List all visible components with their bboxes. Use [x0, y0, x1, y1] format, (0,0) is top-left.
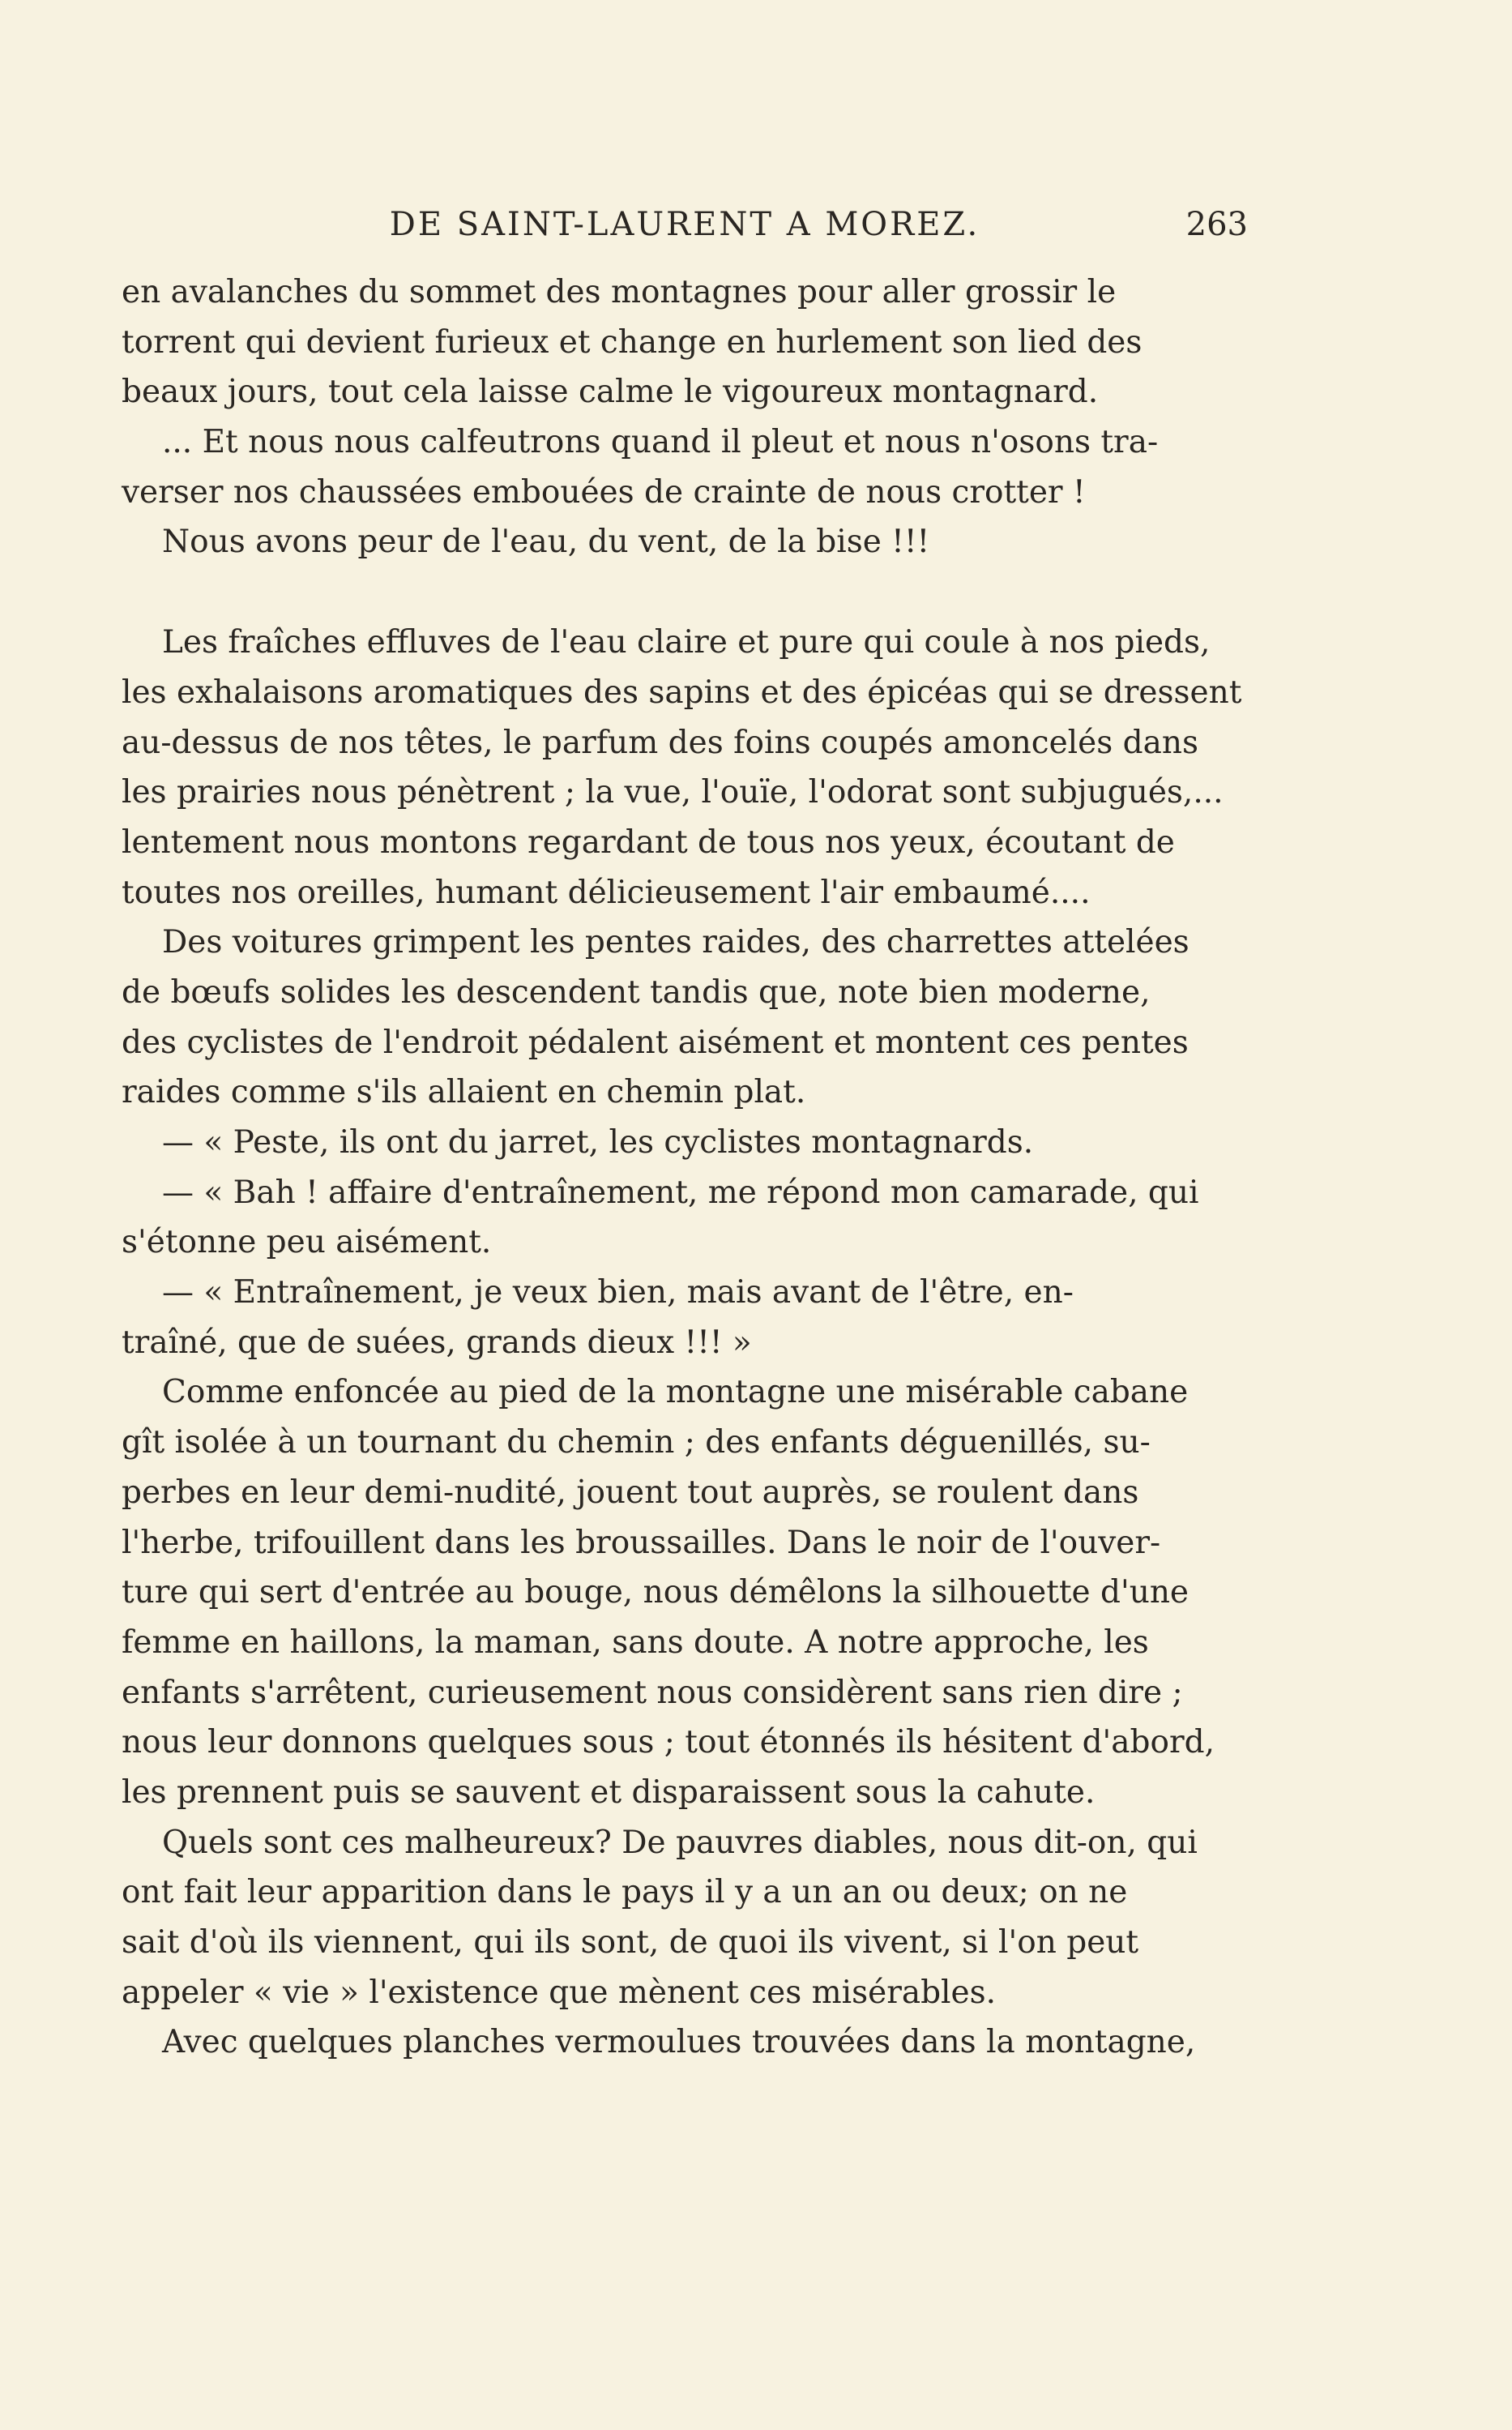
- text-line: femme en haillons, la maman, sans doute. A notre approche, les: [122, 1624, 1149, 1661]
- text-line: toutes nos oreilles, humant délicieusement l'air embaumé....: [122, 874, 1091, 911]
- text-line: Comme enfoncée au pied de la montagne une misérable cabane: [162, 1374, 1189, 1411]
- text-line: beaux jours, tout cela laisse calme le vigoureux montagnard.: [122, 374, 1099, 411]
- text-line: Des voitures grimpent les pentes raides, des charrettes attelées: [162, 924, 1190, 961]
- text-line: les prairies nous pénètrent ; la vue, l'ouïe, l'odorat sont subjugués,...: [122, 774, 1224, 811]
- text-line: ont fait leur apparition dans le pays il y a un an ou deux; on ne: [122, 1874, 1128, 1911]
- text-line: Les fraîches effluves de l'eau claire et pure qui coule à nos pieds,: [162, 624, 1211, 661]
- text-line: en avalanches du sommet des montagnes pour aller grossir le: [122, 274, 1117, 310]
- text-line: gît isolée à un tournant du chemin ; des enfants déguenillés, su-: [122, 1424, 1151, 1461]
- text-line: des cyclistes de l'endroit pédalent aisément et montent ces pentes: [122, 1024, 1189, 1061]
- text-line: perbes en leur demi-nudité, jouent tout auprès, se roulent dans: [122, 1474, 1139, 1511]
- text-line: — « Bah ! affaire d'entraînement, me répond mon camarade, qui: [162, 1174, 1199, 1211]
- text-line: — « Entraînement, je veux bien, mais avant de l'être, en-: [162, 1274, 1074, 1311]
- text-line: de bœufs solides les descendent tandis que, note bien moderne,: [122, 973, 1151, 1011]
- text-line: appeler « vie » l'existence que mènent ces misérables.: [122, 1974, 997, 2011]
- running-title: DE SAINT-LAURENT A MOREZ.: [389, 206, 980, 243]
- text-line: au-dessus de nos têtes, le parfum des foins coupés amoncelés dans: [122, 724, 1198, 761]
- paragraph-gap: [122, 567, 1248, 618]
- text-line: raides comme s'ils allaient en chemin plat.: [122, 1074, 806, 1111]
- text-line: nous leur donnons quelques sous ; tout étonnés ils hésitent d'abord,: [122, 1724, 1215, 1761]
- body-text: [122, 267, 1248, 2068]
- text-line: les exhalaisons aromatiques des sapins et des épicéas qui se dressent: [122, 674, 1242, 711]
- text-line: Nous avons peur de l'eau, du vent, de la bise !!!: [162, 524, 930, 561]
- text-line: sait d'où ils viennent, qui ils sont, de quoi ils vivent, si l'on peut: [122, 1924, 1139, 1961]
- text-line: traîné, que de suées, grands dieux !!! »: [122, 1324, 752, 1361]
- text-line: lentement nous montons regardant de tous nos yeux, écoutant de: [122, 824, 1175, 861]
- text-line: ture qui sert d'entrée au bouge, nous démêlons la silhouette d'une: [122, 1574, 1190, 1611]
- text-line: torrent qui devient furieux et change en hurlement son lied des: [122, 323, 1143, 361]
- page-number: 263: [1185, 206, 1248, 243]
- text-line: Avec quelques planches vermoulues trouvées dans la montagne,: [162, 2024, 1196, 2061]
- text-line: enfants s'arrêtent, curieusement nous considèrent sans rien dire ;: [122, 1674, 1183, 1711]
- text-line: Quels sont ces malheureux? De pauvres diables, nous dit-on, qui: [162, 1824, 1198, 1861]
- text-line: l'herbe, trifouillent dans les broussailles. Dans le noir de l'ouver-: [122, 1524, 1161, 1561]
- text-line: — « Peste, ils ont du jarret, les cyclistes montagnards.: [162, 1124, 1034, 1161]
- text-line: verser nos chaussées embouées de crainte de nous crotter !: [122, 473, 1086, 511]
- page-header: [122, 203, 1248, 251]
- text-line: s'étonne peu aisément.: [122, 1224, 492, 1261]
- text-line: les prennent puis se sauvent et disparaissent sous la cahute.: [122, 1773, 1096, 1811]
- text-line: ... Et nous nous calfeutrons quand il pleut et nous n'osons tra-: [162, 424, 1159, 461]
